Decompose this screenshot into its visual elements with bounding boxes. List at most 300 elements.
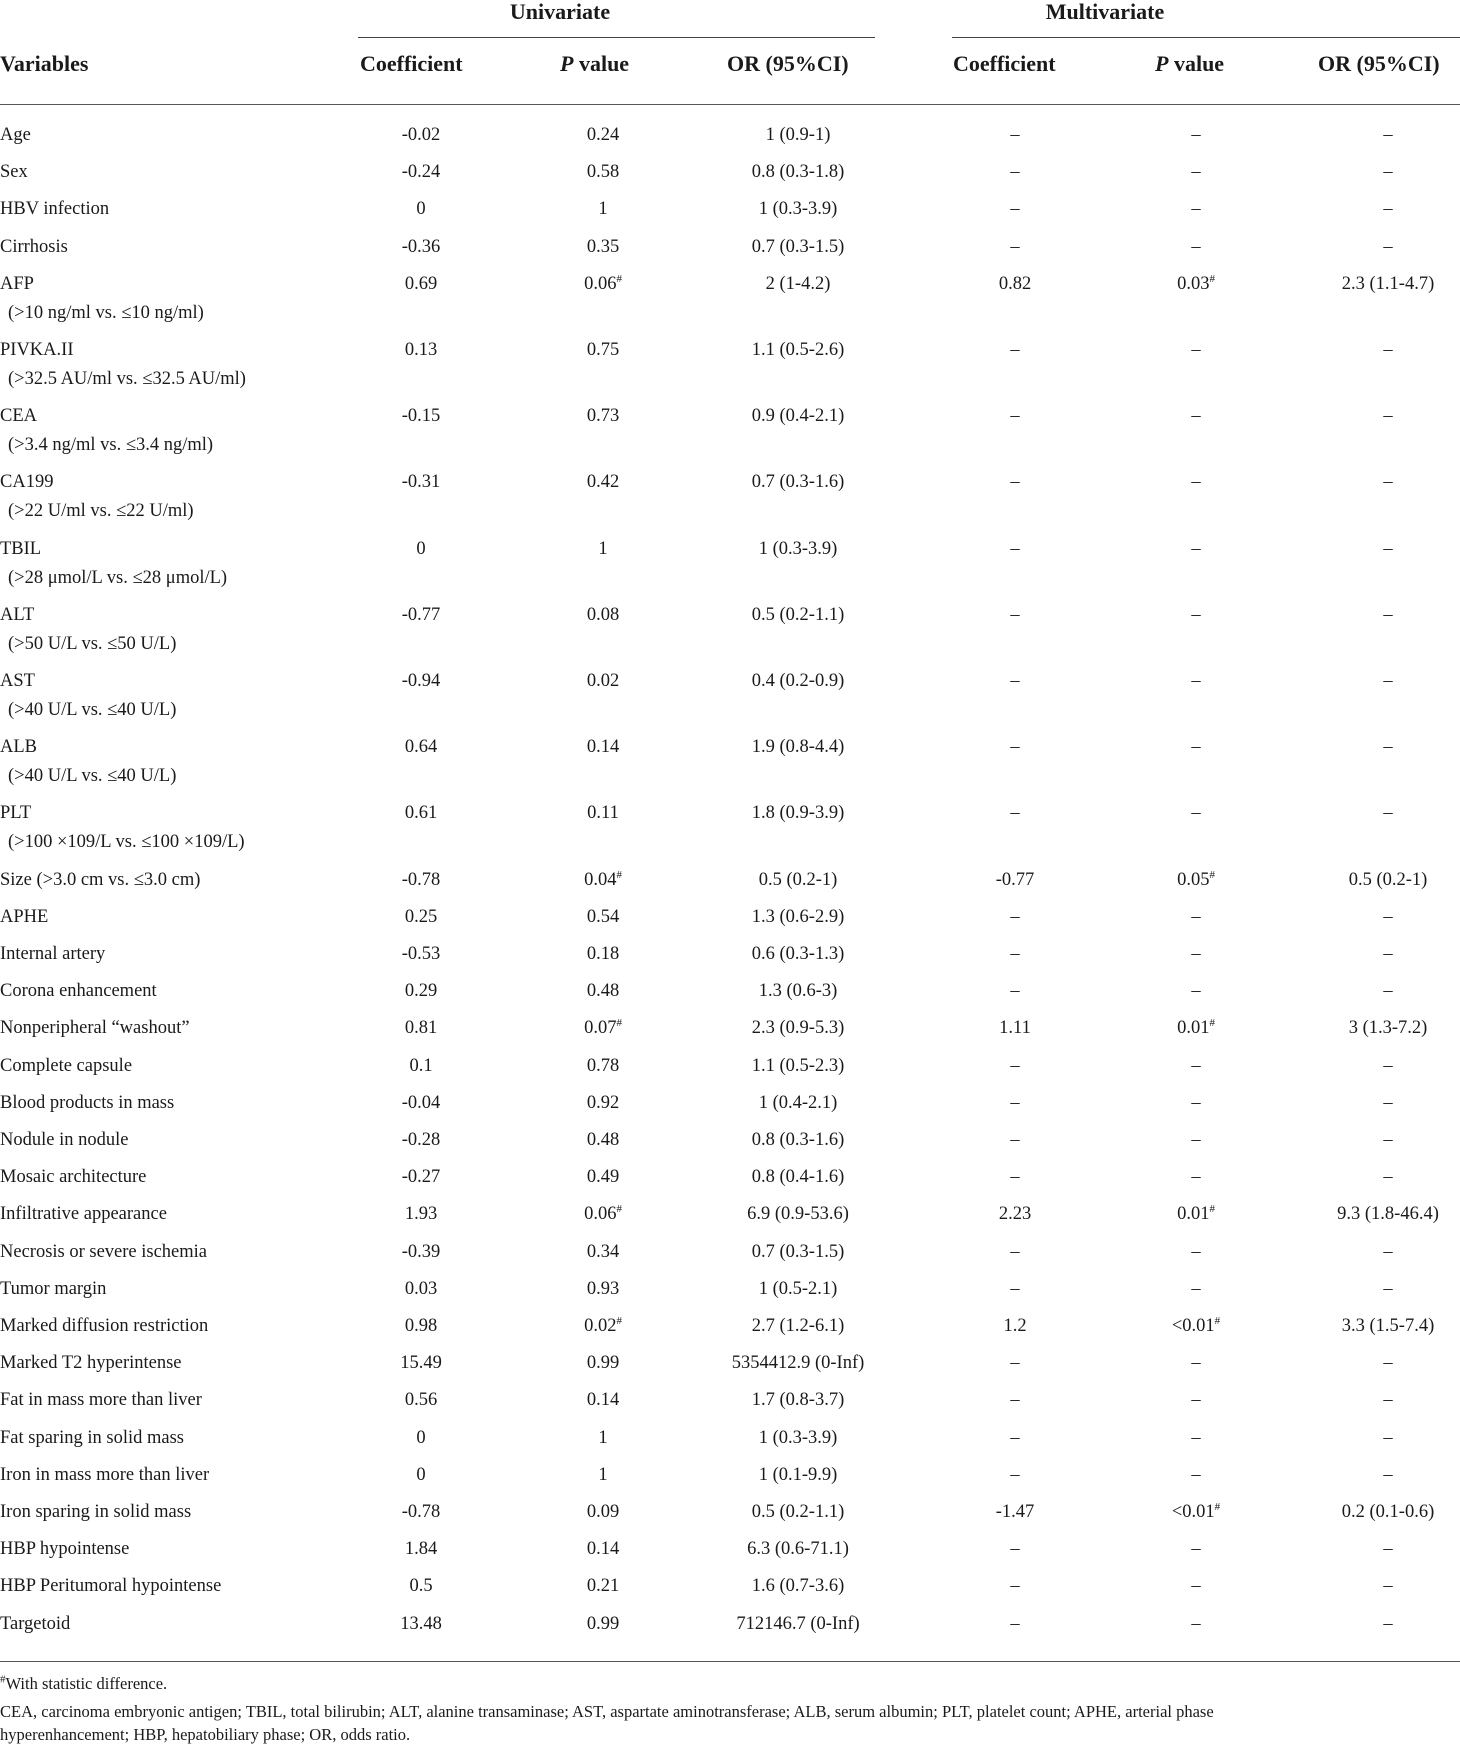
uni-coefficient-cell [326,799,516,828]
multi-coefficient-value: – [1010,162,1020,183]
uni-p-value-cell [508,270,698,299]
uni-or-cell [703,402,893,431]
multi-coefficient-value: 0.82 [998,273,1032,294]
uni-or-cell [703,1461,893,1490]
uni-coefficient-value: 0.64 [404,737,438,758]
uni-p-value-value: 0.02 [584,1316,617,1336]
multi-or-value: – [1383,538,1393,559]
uni-coefficient-value: -0.04 [401,1092,441,1113]
multi-or-cell [1293,1163,1460,1192]
uni-coefficient-value: 0.81 [404,1018,438,1039]
variable-name [0,468,194,526]
uni-coefficient-cell [326,977,516,1006]
multi-or-value: – [1383,1464,1393,1485]
variable-name [0,799,245,857]
multi-p-value-cell [1101,1163,1291,1192]
multi-p-value-cell [1101,1610,1291,1639]
uni-p-value-cell [508,1238,698,1267]
multi-p-value-value: – [1191,472,1201,493]
uni-coefficient-cell [326,1089,516,1118]
col-multi-coefficient: Coefficient [953,51,1056,76]
uni-coefficient-cell [326,468,516,497]
multi-coefficient-cell [920,903,1110,932]
multi-or-cell [1293,270,1460,299]
uni-p-value-cell [508,1535,698,1564]
multi-coefficient-value: – [1010,1390,1020,1411]
multi-or-cell [1293,158,1460,187]
uni-or-value: 2.3 (0.9-5.3) [751,1018,845,1039]
multi-coefficient-cell [920,1572,1110,1601]
multi-or-value: – [1383,125,1393,145]
multi-or-cell [1293,601,1460,630]
multi-or-cell [1293,667,1460,696]
column-header-row [0,50,1460,90]
multi-p-value-value: – [1191,1092,1201,1113]
variable-name [0,1238,207,1267]
multi-coefficient-value: – [1010,1278,1020,1299]
uni-p-value-cell [508,1349,698,1378]
uni-p-value-cell [508,402,698,431]
uni-or-value: 6.3 (0.6-71.1) [747,1539,849,1560]
variable-label: APHE [0,906,49,927]
multi-coefficient-value: – [1010,1539,1020,1560]
uni-coefficient-value: 1.84 [404,1539,438,1560]
uni-coefficient-value: 0 [416,538,426,559]
uni-coefficient-cell [326,1535,516,1564]
multi-or-cell [1293,1535,1460,1564]
variable-name [0,233,68,262]
multi-p-value-value: – [1191,1055,1201,1076]
multi-coefficient-value: – [1010,1576,1020,1597]
uni-or-cell [703,667,893,696]
uni-or-value: 1 (0.5-2.1) [758,1278,838,1299]
variable-sublabel: (>40 U/L vs. ≤40 U/L) [8,766,177,787]
uni-p-value-value: 0.92 [586,1092,620,1113]
multi-or-cell [1293,940,1460,969]
uni-p-value-value: 0.73 [586,406,620,427]
uni-or-value: 712146.7 (0-Inf) [736,1613,860,1634]
multi-p-value-cell [1101,1014,1291,1043]
multi-or-value: – [1383,604,1393,625]
variable-label: Complete capsule [0,1055,133,1076]
multi-p-value-cell [1101,799,1291,828]
multi-or-value: – [1383,906,1393,927]
uni-or-cell [703,940,893,969]
multi-or-cell [1293,233,1460,262]
variable-label: Infiltrative appearance [0,1204,167,1225]
uni-p-value-value: 0.34 [586,1241,620,1262]
multi-p-value-value: – [1191,162,1201,183]
multi-p-value-value: – [1191,1353,1201,1374]
variable-label: Mosaic architecture [0,1167,147,1188]
uni-p-value-cell [508,940,698,969]
variable-name [0,1572,221,1601]
multi-p-value-cell [1101,1275,1291,1304]
uni-or-cell [703,1312,893,1341]
uni-or-cell [703,1200,893,1229]
col-variables: Variables [0,51,89,76]
multi-coefficient-value: – [1010,236,1020,257]
multi-coefficient-value: – [1010,944,1020,964]
uni-p-value-value: 0.75 [586,340,620,360]
multi-p-value-value: – [1191,944,1201,964]
variable-name [0,1535,129,1564]
variable-label: Necrosis or severe ischemia [0,1241,208,1262]
multi-p-value-value: – [1191,1464,1201,1485]
uni-or-cell [703,535,893,564]
uni-p-value-cell [508,1572,698,1601]
variable-label: Nonperipheral “washout” [0,1018,190,1039]
uni-coefficient-cell [326,1014,516,1043]
p-italic: P [1155,51,1169,76]
uni-coefficient-value: 0.25 [404,906,438,927]
uni-or-cell [703,468,893,497]
uni-or-value: 0.6 (0.3-1.3) [751,944,845,964]
multi-coefficient-value: – [1010,472,1020,493]
uni-coefficient-value: 0.13 [404,340,438,360]
uni-or-value: 1.1 (0.5-2.3) [751,1055,845,1076]
uni-coefficient-value: 0 [416,1427,426,1448]
multi-or-value: – [1383,671,1393,691]
significance-mark: # [1214,1314,1221,1327]
multi-or-cell [1293,195,1460,224]
multi-p-value-cell [1101,336,1291,365]
significance-mark: # [1214,1500,1221,1513]
uni-or-value: 6.9 (0.9-53.6) [747,1204,849,1225]
multi-p-value-cell [1101,195,1291,224]
multi-or-value: – [1383,340,1393,360]
uni-p-value-value: 0.24 [586,125,620,145]
significance-mark: # [616,272,622,285]
multi-p-value-value: – [1191,340,1201,360]
uni-p-value-cell [508,733,698,762]
multi-p-value-value: – [1191,1390,1201,1411]
uni-p-value-cell [508,121,698,150]
variable-label: PIVKA.II [0,340,74,360]
multi-coefficient-cell [920,940,1110,969]
multi-p-value-cell [1101,1200,1291,1229]
uni-or-value: 0.7 (0.3-1.6) [751,472,845,493]
multi-p-value-cell [1101,1424,1291,1453]
col-uni-or: OR (95%CI) [727,51,849,76]
multi-p-value-cell [1101,940,1291,969]
uni-coefficient-cell [326,1312,516,1341]
uni-coefficient-cell [326,402,516,431]
multi-or-cell [1293,1498,1460,1527]
variable-name [0,733,176,791]
variable-name [0,121,31,150]
uni-coefficient-value: -0.31 [401,472,441,493]
significance-mark: # [1209,1203,1215,1216]
uni-or-cell [703,1238,893,1267]
uni-or-value: 0.8 (0.3-1.6) [751,1130,845,1150]
uni-or-cell [703,977,893,1006]
multi-or-value: – [1383,1539,1393,1560]
uni-p-value-value: 0.48 [586,1130,620,1150]
multi-coefficient-cell [920,1349,1110,1378]
multi-p-value-cell [1101,667,1291,696]
multi-p-value-cell [1101,402,1291,431]
uni-or-cell [703,336,893,365]
uni-p-value-cell [508,468,698,497]
uni-or-value: 1 (0.9-1) [765,125,831,145]
uni-coefficient-cell [326,336,516,365]
uni-or-value: 2 (1-4.2) [765,273,831,294]
multi-coefficient-cell [920,733,1110,762]
uni-or-cell [703,1535,893,1564]
uni-coefficient-cell [326,601,516,630]
variable-sublabel: (>3.4 ng/ml vs. ≤3.4 ng/ml) [8,435,214,456]
uni-or-value: 0.5 (0.2-1.1) [751,604,845,625]
p-rest: value [573,51,630,76]
significance-mark: # [1209,868,1215,881]
multi-p-value-value: 0.01 [1177,1018,1210,1039]
multi-or-value: – [1383,162,1393,183]
variable-name [0,1200,167,1229]
uni-coefficient-cell [326,1424,516,1453]
multi-p-value-value: – [1191,981,1201,1002]
uni-coefficient-value: 0.98 [404,1316,438,1336]
uni-p-value-value: 0.99 [586,1353,620,1374]
uni-p-value-cell [508,1461,698,1490]
multi-p-value-value: – [1191,803,1201,824]
uni-coefficient-cell [326,1200,516,1229]
variable-label: Sex [0,162,28,183]
uni-p-value-cell [508,195,698,224]
uni-or-cell [703,1386,893,1415]
uni-p-value-cell [508,1312,698,1341]
uni-p-value-value: 0.93 [586,1278,620,1299]
multi-or-value: – [1383,1092,1393,1113]
uni-or-cell [703,1572,893,1601]
multi-coefficient-cell [920,1498,1110,1527]
uni-coefficient-value: 0 [416,199,426,220]
multi-p-value-cell [1101,866,1291,895]
multi-coefficient-cell [920,336,1110,365]
multi-coefficient-value: -0.77 [995,869,1035,890]
variable-label: Age [0,125,31,145]
footnote-abbreviations-2: hyperenhancement; HBP, hepatobiliary phase; OR, odds ratio. [0,1725,411,1744]
variable-name [0,1275,106,1304]
multi-coefficient-value: 2.23 [998,1204,1032,1225]
variable-label: Cirrhosis [0,236,68,257]
variable-label: Blood products in mass [0,1092,175,1113]
multi-or-value: – [1383,1613,1393,1634]
uni-coefficient-value: 0.61 [404,803,438,824]
uni-or-cell [703,1498,893,1527]
multi-or-cell [1293,1572,1460,1601]
variable-label: AFP [0,273,34,294]
uni-p-value-value: 0.21 [586,1576,620,1597]
variable-name [0,1386,202,1415]
uni-p-value-value: 0.04 [584,869,617,890]
col-multi-or: OR (95%CI) [1318,51,1440,76]
multi-p-value-cell [1101,468,1291,497]
multi-p-value-value: – [1191,1427,1201,1448]
uni-or-cell [703,733,893,762]
multi-p-value-value: – [1191,538,1201,559]
multi-p-value-cell [1101,1498,1291,1527]
multi-p-value-cell [1101,1572,1291,1601]
multi-coefficient-value: – [1010,737,1020,758]
multi-or-value: – [1383,803,1393,824]
multi-coefficient-cell [920,158,1110,187]
variable-label: PLT [0,803,32,824]
uni-or-value: 0.8 (0.4-1.6) [751,1167,845,1188]
multi-coefficient-cell [920,1535,1110,1564]
uni-p-value-cell [508,1386,698,1415]
multi-coefficient-cell [920,1312,1110,1341]
multi-coefficient-cell [920,1238,1110,1267]
multi-coefficient-cell [920,1014,1110,1043]
uni-or-value: 1.3 (0.6-3) [758,981,838,1002]
uni-p-value-value: 0.14 [586,737,620,758]
uni-coefficient-value: 15.49 [400,1353,442,1374]
multi-or-value: – [1383,472,1393,493]
uni-coefficient-cell [326,866,516,895]
significance-mark: # [616,1314,622,1327]
multi-p-value-value: – [1191,406,1201,427]
variable-label: Tumor margin [0,1278,107,1299]
variable-label: Iron sparing in solid mass [0,1502,192,1522]
variable-name [0,1610,70,1639]
significance-mark: # [616,1017,622,1030]
multi-coefficient-cell [920,1126,1110,1155]
multi-coefficient-cell [920,121,1110,150]
variable-name [0,1052,132,1081]
uni-p-value-value: 0.49 [586,1167,620,1188]
uni-coefficient-cell [326,233,516,262]
multi-or-cell [1293,1386,1460,1415]
uni-coefficient-value: 0.5 [409,1576,433,1597]
multi-coefficient-cell [920,799,1110,828]
multi-or-value: – [1383,1278,1393,1299]
uni-coefficient-cell [326,270,516,299]
variable-name [0,667,176,725]
multi-p-value-value: 0.03 [1177,273,1210,294]
multi-or-value: – [1383,1576,1393,1597]
uni-p-value-value: 0.11 [587,803,619,824]
variable-label: HBP hypointense [0,1539,130,1560]
uni-or-cell [703,121,893,150]
uni-p-value-cell [508,1610,698,1639]
multi-p-value-value: – [1191,1539,1201,1560]
significance-mark: # [1209,1017,1215,1030]
uni-coefficient-value: 0.1 [409,1055,433,1076]
bottom-rule [0,1661,1460,1662]
variable-label: AST [0,671,35,691]
multi-coefficient-value: – [1010,1055,1020,1076]
uni-or-value: 2.7 (1.2-6.1) [751,1316,845,1336]
variable-sublabel: (>28 μmol/L vs. ≤28 μmol/L) [8,567,228,588]
variable-sublabel: (>32.5 AU/ml vs. ≤32.5 AU/ml) [8,369,246,389]
multi-coefficient-value: – [1010,1613,1020,1634]
uni-p-value-value: 0.18 [586,944,620,964]
uni-p-value-value: 0.14 [586,1390,620,1411]
multi-coefficient-value: – [1010,671,1020,691]
multi-coefficient-cell [920,1275,1110,1304]
uni-p-value-value: 0.08 [586,604,620,625]
uni-coefficient-value: -0.53 [401,944,441,964]
uni-p-value-value: 0.09 [586,1502,620,1522]
variable-label: Marked T2 hyperintense [0,1353,182,1374]
multi-coefficient-value: – [1010,1353,1020,1374]
multi-coefficient-cell [920,1386,1110,1415]
uni-or-value: 0.4 (0.2-0.9) [751,671,845,691]
variable-name [0,903,48,932]
multi-coefficient-value: 1.11 [999,1018,1031,1039]
variable-name [0,866,200,895]
multi-coefficient-cell [920,866,1110,895]
multi-p-value-cell [1101,903,1291,932]
multi-p-value-value: 0.05 [1177,869,1210,890]
multi-or-cell [1293,866,1460,895]
uni-p-value-value: 0.06 [584,273,617,294]
multi-or-cell [1293,977,1460,1006]
multi-or-value: – [1383,236,1393,257]
significance-mark: # [616,868,622,881]
uni-p-value-value: 0.02 [586,671,620,691]
multi-p-value-cell [1101,1052,1291,1081]
uni-p-value-value: 0.99 [586,1613,620,1634]
uni-coefficient-cell [326,535,516,564]
uni-or-value: 0.8 (0.3-1.8) [751,162,845,183]
multi-or-value: – [1383,981,1393,1002]
uni-or-value: 0.7 (0.3-1.5) [751,236,845,257]
multi-p-value-value: – [1191,199,1201,220]
uni-p-value-cell [508,1089,698,1118]
p-italic: P [560,51,574,76]
multi-p-value-value: – [1191,236,1201,257]
variable-label: Targetoid [0,1613,71,1634]
uni-p-value-cell [508,1163,698,1192]
uni-or-value: 1 (0.3-3.9) [758,538,838,559]
footnote-significance [0,1672,1460,1695]
uni-coefficient-cell [326,667,516,696]
multi-or-cell [1293,1275,1460,1304]
variable-label: CA199 [0,472,54,493]
uni-p-value-value: 0.42 [586,472,620,493]
multi-p-value-cell [1101,121,1291,150]
uni-p-value-cell [508,535,698,564]
variable-name [0,1014,190,1043]
uni-coefficient-cell [326,1610,516,1639]
multi-coefficient-cell [920,233,1110,262]
variable-name [0,1349,182,1378]
uni-coefficient-cell [326,733,516,762]
uni-coefficient-value: -0.02 [401,125,441,145]
uni-p-value-cell [508,1014,698,1043]
multi-or-cell [1293,468,1460,497]
multi-p-value-value: – [1191,906,1201,927]
variable-label: Nodule in nodule [0,1130,129,1150]
uni-p-value-value: 1 [598,1464,608,1485]
multi-or-cell [1293,799,1460,828]
multi-coefficient-cell [920,1610,1110,1639]
multi-p-value-cell [1101,977,1291,1006]
variable-label: Iron in mass more than liver [0,1464,210,1485]
variable-name [0,158,28,187]
multi-or-value: – [1383,199,1393,220]
uni-or-cell [703,1163,893,1192]
variable-sublabel: (>40 U/L vs. ≤40 U/L) [8,700,177,720]
uni-or-cell [703,1610,893,1639]
col-uni-p-value [560,50,629,78]
uni-coefficient-value: -0.94 [401,671,441,691]
uni-p-value-value: 1 [598,538,608,559]
multi-or-cell [1293,1238,1460,1267]
uni-p-value-value: 1 [598,1427,608,1448]
